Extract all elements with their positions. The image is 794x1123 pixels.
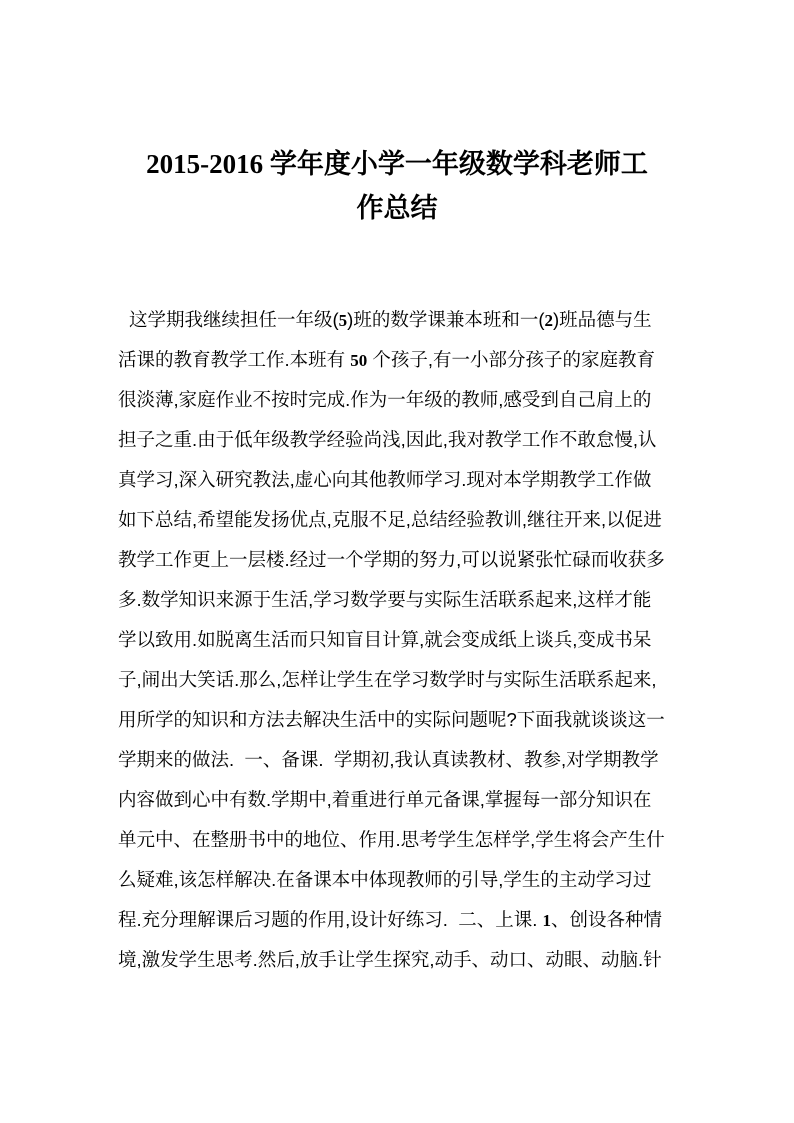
body-line: 教学工作更上一层楼.经过一个学期的努力,可以说紧张忙碌而收获多 [118, 549, 665, 570]
body-line: 用所学的知识和方法去解决生活中的实际问题呢?下面我就谈谈这一 [118, 709, 665, 730]
body-line: 很淡薄,家庭作业不按时完成.作为一年级的教师,感受到自己肩上的 [118, 389, 652, 410]
body-line: 担子之重.由于低年级教学经验尚浅,因此,我对教学工作不敢怠慢,认 [118, 429, 657, 450]
latin-run: 2 [544, 311, 553, 330]
body-line: 多.数学知识来源于生活,学习数学要与实际生活联系起来,这样才能 [118, 589, 652, 610]
latin-run: 50 [350, 351, 368, 370]
body-line: 活课的教育教学工作.本班有 50 个孩子,有一小部分孩子的家庭教育 [118, 349, 656, 370]
body-line: 学期来的做法. 一、备课. 学期初,我认真读教材、教参,对学期教学 [118, 749, 659, 770]
body-line: 么疑难,该怎样解决.在备课本中体现教师的引导,学生的主动学习过 [118, 869, 652, 890]
page-title-line-1: 2015-2016 学年度小学一年级数学科老师工 [146, 149, 648, 179]
document-body [118, 300, 676, 980]
page-title-line-2: 作总结 [356, 193, 438, 223]
page-title [118, 142, 676, 230]
body-line: 程.充分理解课后习题的作用,设计好练习. 二、上课. 1、创设各种情 [118, 909, 662, 930]
body-line: 这学期我继续担任一年级(5)班的数学课兼本班和一(2)班品德与生 [129, 309, 652, 330]
body-line: 境,激发学生思考.然后,放手让学生探究,动手、动口、动眼、动脑.针 [118, 949, 662, 970]
body-line: 内容做到心中有数.学期中,着重进行单元备课,掌握每一部分知识在 [118, 789, 652, 810]
body-line: 学以致用.如脱离生活而只知盲目计算,就会变成纸上谈兵,变成书呆 [118, 629, 652, 650]
body-line: 真学习,深入研究教法,虚心向其他教师学习.现对本学期教学工作做 [118, 469, 652, 490]
body-line: 单元中、在整册书中的地位、作用.思考学生怎样学,学生将会产生什 [118, 829, 665, 850]
body-line: 如下总结,希望能发扬优点,克服不足,总结经验教训,继往开来,以促进 [118, 509, 662, 530]
latin-run: 1 [542, 911, 551, 930]
latin-run: 5 [338, 311, 348, 330]
body-line: 子,闹出大笑话.那么,怎样让学生在学习数学时与实际生活联系起来, [118, 669, 657, 690]
